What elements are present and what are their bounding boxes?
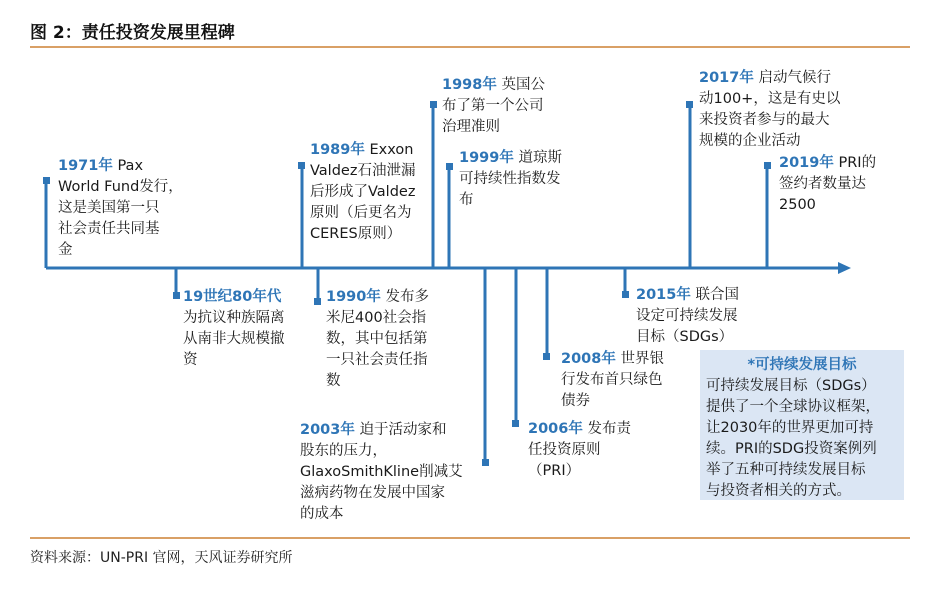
- event-year: 1990年: [326, 289, 381, 305]
- event-2015: [636, 285, 739, 348]
- event-1998: [442, 75, 545, 138]
- event-text: 原则（后更名为: [310, 205, 412, 221]
- event-text: 为抗议种族隔离: [183, 310, 285, 326]
- event-2003: [300, 420, 463, 525]
- event-text: 动100+，这是有史以: [699, 91, 841, 107]
- event-text: 的成本: [300, 506, 344, 522]
- event-year: 1998年: [442, 77, 497, 93]
- figure-title: 图 2：责任投资发展里程碑: [30, 23, 235, 43]
- event-text: 一只社会责任指: [326, 352, 428, 368]
- event-text: 滋病药物在发展中国家: [300, 485, 445, 501]
- note-text: 提供了一个全球协议框架，: [706, 399, 880, 415]
- note-text: 可持续发展目标（SDGs）: [706, 378, 876, 394]
- event-year: 1989年: [310, 142, 365, 158]
- marker-2003: [482, 459, 489, 466]
- event-text: 英国公: [496, 77, 545, 93]
- event-text: 股东的压力，: [300, 443, 387, 459]
- note-text: 让2030年的世界更加可持: [706, 420, 874, 436]
- marker-2017: [686, 101, 693, 108]
- event-year: 2006年: [528, 421, 583, 437]
- event-1990: [326, 287, 429, 392]
- event-1999: [459, 148, 562, 211]
- event-text: 来投资者参与的最大: [699, 112, 830, 128]
- event-year: 2003年: [300, 422, 355, 438]
- event-text: 规模的企业活动: [699, 133, 801, 149]
- event-text: GlaxoSmithKline削减艾: [300, 464, 463, 480]
- event-year: 2008年: [561, 351, 616, 367]
- event-year: 2017年: [699, 70, 754, 86]
- timeline-arrowhead: [838, 262, 851, 274]
- marker-1998: [430, 101, 437, 108]
- event-text: 发布责: [582, 421, 631, 437]
- event-text: PRI的: [833, 155, 877, 171]
- event-2019: [779, 153, 876, 216]
- marker-2006: [512, 420, 519, 427]
- event-text: 资: [183, 352, 198, 368]
- marker-1971: [43, 177, 50, 184]
- event-1880s: [183, 287, 285, 371]
- event-text: 启动气候行: [753, 70, 831, 86]
- marker-2008: [543, 353, 550, 360]
- event-text: 可持续性指数发: [459, 171, 561, 187]
- event-1971: [58, 156, 183, 261]
- event-text: 2500: [779, 197, 816, 213]
- note-title: *可持续发展目标: [747, 357, 857, 373]
- event-text: 治理准则: [442, 119, 500, 135]
- event-text: 发布多: [380, 289, 429, 305]
- event-text: 后形成了Valdez: [310, 184, 416, 200]
- note-text: 与投资者相关的方式。: [706, 483, 851, 499]
- event-text: 数，其中包括第: [326, 331, 428, 347]
- event-text: 联合国: [690, 287, 739, 303]
- event-text: World Fund发行，: [58, 179, 183, 195]
- event-text: 签约者数量达: [779, 176, 866, 192]
- bottom-divider: [30, 537, 910, 539]
- note-text: 举了五种可持续发展目标: [706, 462, 866, 478]
- event-year: 19世纪80年代: [183, 289, 282, 305]
- marker-1999: [446, 163, 453, 170]
- event-2008: [561, 349, 664, 412]
- event-text: 这是美国第一只: [58, 200, 160, 216]
- marker-2019: [764, 162, 771, 169]
- marker-1880: [173, 292, 180, 299]
- note-text: 续。PRI的SDG投资案例列: [706, 441, 877, 457]
- event-2017: [699, 68, 840, 152]
- event-text: 世界银: [615, 351, 664, 367]
- event-text: Pax: [112, 158, 144, 174]
- event-year: 2015年: [636, 287, 691, 303]
- event-year: 2019年: [779, 155, 834, 171]
- event-text: 债券: [561, 393, 590, 409]
- marker-2015: [622, 291, 629, 298]
- event-text: 数: [326, 373, 341, 389]
- event-text: 目标（SDGs）: [636, 329, 734, 345]
- event-year: 1971年: [58, 158, 113, 174]
- event-text: CERES原则）: [310, 226, 402, 242]
- event-text: 迫于活动家和: [354, 422, 447, 438]
- event-text: 金: [58, 242, 73, 258]
- sdg-note-box: [700, 350, 904, 500]
- event-text: 布了第一个公司: [442, 98, 544, 114]
- event-text: Valdez石油泄漏: [310, 163, 416, 179]
- event-text: 任投资原则: [528, 442, 601, 458]
- event-text: 米尼400社会指: [326, 310, 427, 326]
- source-note: 资料来源：UN-PRI 官网，天风证券研究所: [30, 550, 293, 566]
- event-1989: [310, 140, 415, 245]
- event-text: （PRI）: [528, 463, 581, 479]
- event-text: Exxon: [364, 142, 414, 158]
- event-text: 布: [459, 192, 474, 208]
- event-2006: [528, 419, 631, 482]
- marker-1989: [298, 162, 305, 169]
- event-text: 道琼斯: [513, 150, 562, 166]
- event-text: 从南非大规模撤: [183, 331, 285, 347]
- event-text: 行发布首只绿色: [561, 372, 663, 388]
- event-text: 设定可持续发展: [636, 308, 738, 324]
- event-year: 1999年: [459, 150, 514, 166]
- event-text: 社会责任共同基: [58, 221, 160, 237]
- marker-1990: [314, 298, 321, 305]
